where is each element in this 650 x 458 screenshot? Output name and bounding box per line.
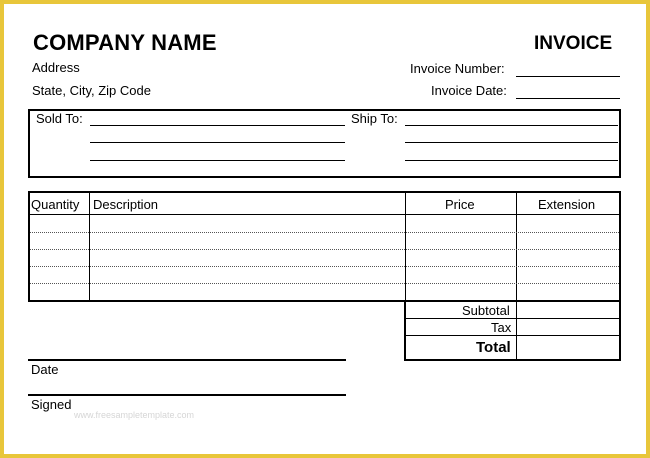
- table-row-divider: [30, 249, 619, 250]
- signed-label: Signed: [31, 397, 72, 412]
- totals-box: [404, 300, 621, 361]
- sold-to-line-3[interactable]: [90, 160, 345, 161]
- table-row-divider: [30, 283, 619, 284]
- table-row-divider: [30, 266, 619, 267]
- ship-to-line-2[interactable]: [405, 142, 618, 143]
- invoice-date-label: Invoice Date:: [431, 83, 507, 98]
- ship-to-label: Ship To:: [351, 111, 398, 126]
- subtotal-label: Subtotal: [462, 303, 510, 318]
- totals-divider: [516, 302, 517, 359]
- ship-to-line-3[interactable]: [405, 160, 618, 161]
- date-label: Date: [31, 362, 59, 377]
- watermark-text: www.freesampletemplate.com: [74, 410, 195, 420]
- invoice-number-label: Invoice Number:: [410, 61, 505, 76]
- signature-line[interactable]: [28, 394, 346, 396]
- invoice-number-field[interactable]: [516, 76, 620, 77]
- date-line[interactable]: [28, 359, 346, 361]
- totals-row-divider: [406, 335, 619, 336]
- sold-to-line-2[interactable]: [90, 142, 345, 143]
- tax-label: Tax: [491, 320, 512, 335]
- column-header-price: Price: [445, 197, 475, 212]
- address-box: [28, 109, 621, 178]
- sold-to-line-1[interactable]: [90, 125, 345, 126]
- address-line: Address: [32, 60, 80, 75]
- column-header-extension: Extension: [538, 197, 596, 212]
- table-row-divider: [30, 232, 619, 233]
- total-label: Total: [476, 339, 511, 356]
- city-state-zip-line: State, City, Zip Code: [32, 83, 151, 98]
- company-name: COMPANY NAME: [33, 30, 217, 55]
- ship-to-line-1[interactable]: [405, 125, 618, 126]
- invoice-date-field[interactable]: [516, 98, 620, 99]
- invoice-title: INVOICE: [534, 33, 613, 54]
- sold-to-label: Sold To:: [36, 111, 83, 126]
- column-header-quantity: Quantity: [31, 197, 80, 212]
- totals-row-divider: [406, 318, 619, 319]
- table-header-divider: [30, 214, 619, 215]
- column-header-description: Description: [93, 197, 159, 212]
